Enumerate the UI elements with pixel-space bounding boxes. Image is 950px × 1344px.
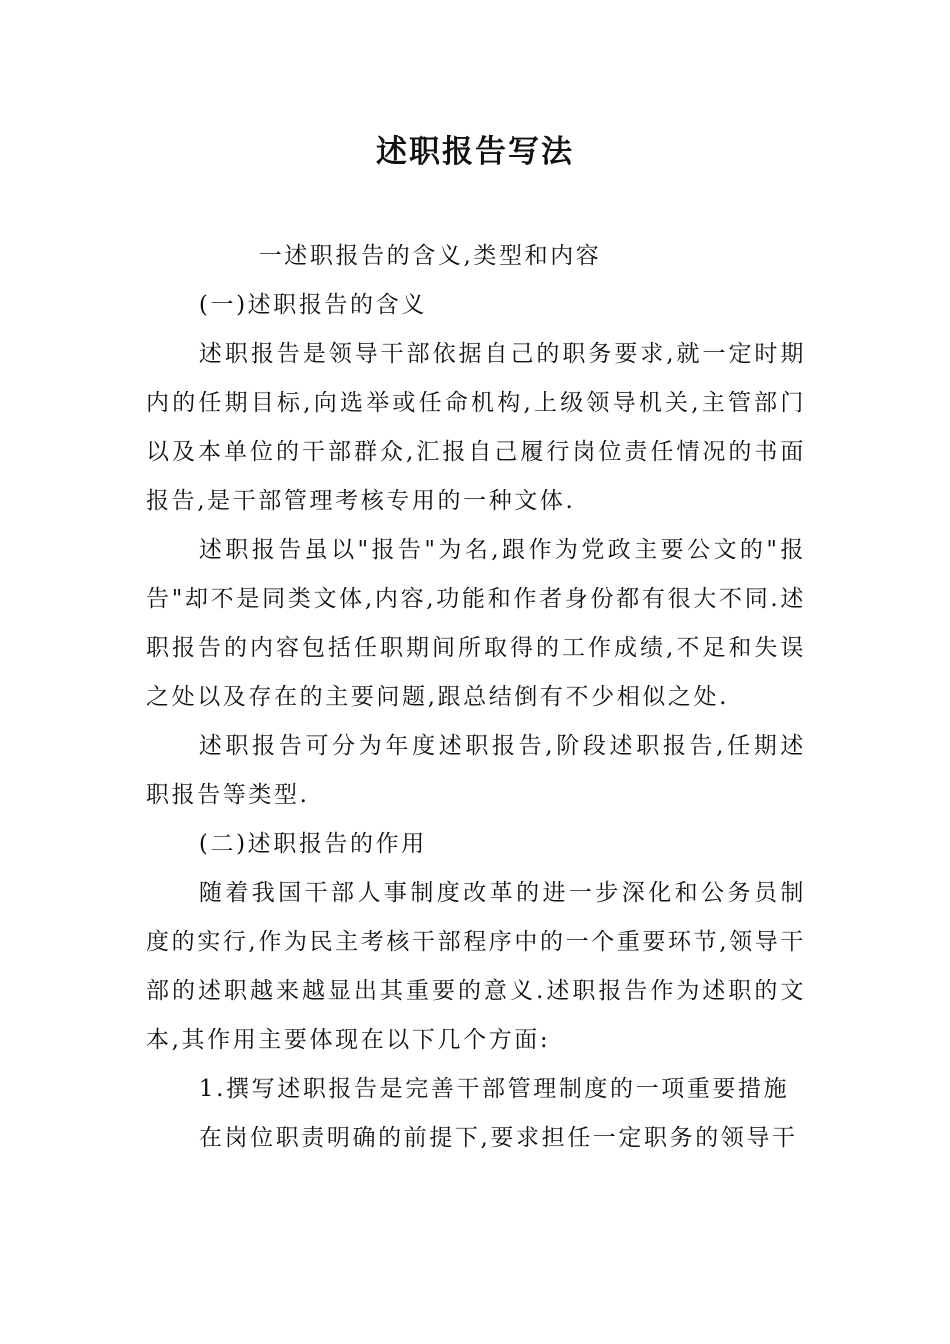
document-body	[146, 232, 806, 1163]
document-title: 述职报告写法	[376, 134, 574, 170]
numbered-heading-1: 1.撰写述职报告是完善干部管理制度的一项重要措施	[198, 1076, 790, 1102]
body-paragraph: 述职报告虽以"报告"为名,跟作为党政主要公文的"报告"却不是同类文体,内容,功能和作者身份都有很大不同.述职报告的内容包括任职期间所取得的工作成绩,不足和失误之处以及存在的主要问题,跟总结倒有不少相似之处.	[146, 537, 806, 710]
subsection-heading-1: (一)述职报告的含义	[198, 292, 427, 318]
section-heading-1: 一述职报告的含义,类型和内容	[258, 243, 602, 269]
body-paragraph: 述职报告可分为年度述职报告,阶段述职报告,任期述职报告等类型.	[146, 733, 806, 808]
body-paragraph: 随着我国干部人事制度改革的进一步深化和公务员制度的实行,作为民主考核干部程序中的一个重要环节,领导干部的述职越来越显出其重要的意义.述职报告作为述职的文本,其作用主要体现在以下几个方面:	[146, 880, 806, 1053]
subsection-heading-2: (二)述职报告的作用	[198, 831, 427, 857]
body-paragraph: 在岗位职责明确的前提下,要求担任一定职务的领导干	[198, 1125, 798, 1151]
body-paragraph: 述职报告是领导干部依据自己的职务要求,就一定时期内的任期目标,向选举或任命机构,上级领导机关,主管部门以及本单位的干部群众,汇报自己履行岗位责任情况的书面报告,是干部管理考核专用的一种文体.	[146, 341, 806, 514]
